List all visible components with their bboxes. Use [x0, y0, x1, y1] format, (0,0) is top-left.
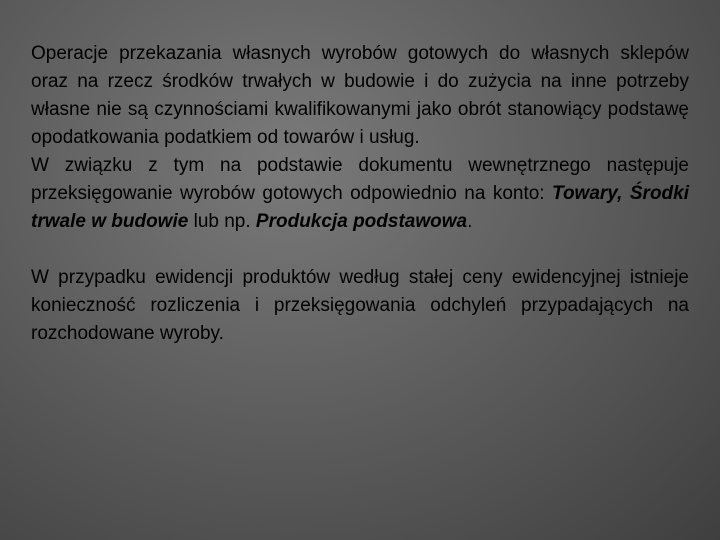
emphasis-production: Produkcja podstawowa: [255, 211, 468, 232]
paragraph-1-text-a: Operacje przekazania własnych wyrobów gotowych do własnych sklepów oraz na rzecz środków trwałych w budowie i do zużycia na inne potrzeby własne nie są czynnościami kwalifikowanymi jako obrót stanowiący podstawę opodatkowania podatkiem od towarów i usług.: [31, 43, 689, 148]
slide-content: [31, 40, 689, 348]
paragraph-1-text-d: .: [467, 211, 473, 232]
paragraph-2: W przypadku ewidencji produktów według stałej ceny ewidencyjnej istnieje konieczność rozliczenia i przeksięgowania odchyleń przypadających na rozchodowane wyroby.: [31, 267, 689, 344]
paragraph-1: [31, 40, 689, 236]
paragraph-1-text-b: W związku z tym na podstawie dokumentu wewnętrznego następuje przeksięgowanie wyrobów gotowych odpowiednio na konto:: [31, 155, 689, 204]
paragraph-1-text-c: lub np.: [188, 211, 256, 232]
emphasis-accounts: Towary, Środki trwale w budowie: [31, 183, 690, 232]
